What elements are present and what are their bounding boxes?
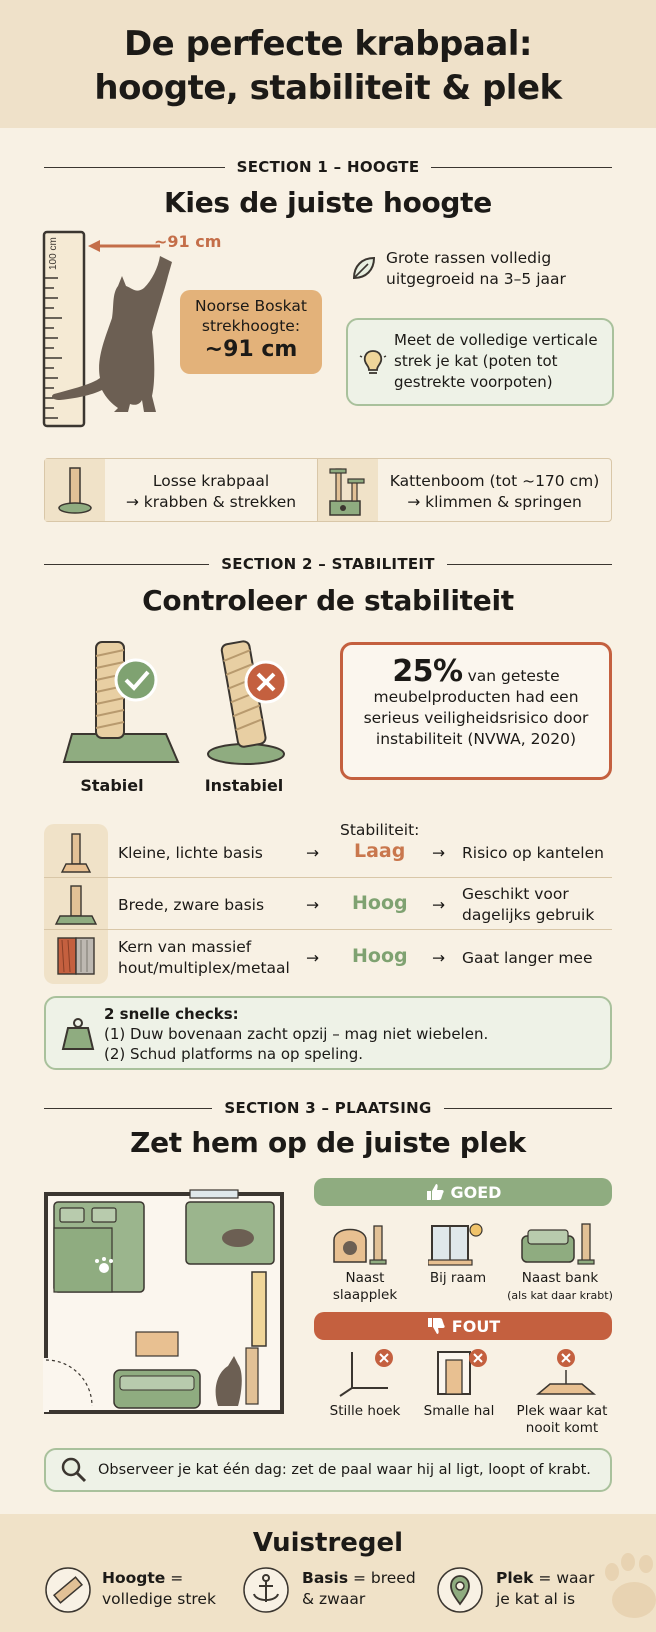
rule-place-eq: = waar	[533, 1569, 595, 1587]
wide-base-icon	[54, 882, 98, 926]
bad-item-3-line1: Plek waar kat	[516, 1403, 608, 1419]
breed-stretch-label: strekhoogte:	[201, 317, 301, 335]
scratch-post-icon	[55, 464, 95, 516]
sofa-post-icon	[520, 1222, 598, 1268]
section2-label: SECTION 2 – STABILITEIT	[221, 555, 435, 573]
row2-arrow2: →	[432, 896, 445, 914]
good-label: GOED	[450, 1182, 502, 1202]
bad-item-3	[512, 1403, 612, 1437]
row3-arrow2: →	[432, 949, 445, 967]
tip-measure-text	[394, 330, 598, 393]
section2-header	[44, 554, 612, 574]
option-post	[105, 459, 317, 521]
location-pin-icon	[436, 1566, 484, 1614]
bad-item-3-line2: nooit komt	[525, 1420, 599, 1436]
bad-item-1: Stille hoek	[329, 1403, 401, 1419]
solid-core-icon	[56, 936, 96, 976]
unused-spot-icon	[528, 1346, 604, 1400]
option-tree	[378, 459, 611, 521]
row2-level: Hoog	[352, 892, 408, 914]
breed-callout	[180, 290, 322, 374]
good-item-1-line2: slaapplek	[332, 1287, 398, 1303]
check-2: (2) Schud platforms na op speling.	[104, 1045, 364, 1063]
rule-place-line2: je kat al is	[496, 1590, 576, 1608]
row1-arrow: →	[306, 844, 319, 862]
tip-measure-card	[346, 318, 614, 406]
stat-text4: instabiliteit (NVWA, 2020)	[375, 730, 577, 748]
stat-value: 25%	[392, 654, 463, 689]
rule-base-eq: = breed	[348, 1569, 416, 1587]
section3-title: Zet hem op de juiste plek	[130, 1126, 526, 1159]
rule-base-key: Basis	[302, 1569, 349, 1587]
option-post-line2: → krabben & strekken	[125, 493, 297, 511]
stability-header: Stabiliteit:	[340, 821, 420, 839]
row3-desc-line1: Kern van massief	[118, 938, 252, 956]
thumbs-up-icon	[425, 1182, 445, 1202]
row3-level: Hoog	[352, 945, 408, 967]
window-icon	[428, 1218, 488, 1266]
tip-measure-line2: strek je kat (poten tot	[394, 352, 558, 370]
breed-name: Noorse Boskat	[195, 297, 307, 315]
arrow-label: ~91 cm	[154, 232, 222, 251]
good-banner	[314, 1178, 612, 1206]
rule-height	[102, 1568, 216, 1610]
page-header	[0, 0, 656, 128]
tip-growth-line2: uitgegroeid na 3–5 jaar	[386, 270, 566, 288]
row1-level: Laag	[354, 840, 406, 862]
observe-tip	[44, 1448, 612, 1492]
row3-desc-line2: hout/multiplex/metaal	[118, 959, 290, 977]
lightbulb-icon	[358, 346, 388, 378]
good-item-3-line1: Naast bank	[521, 1270, 599, 1286]
leaf-icon	[350, 254, 378, 282]
row1-desc: Kleine, lichte basis	[118, 844, 263, 862]
magnifier-icon	[60, 1456, 88, 1484]
quick-checks-card	[44, 996, 612, 1070]
rule-height-key: Hoogte	[102, 1569, 166, 1587]
stat-text3: serieus veiligheidsrisico door	[363, 709, 589, 727]
tip-growth-line1: Grote rassen volledig	[386, 249, 552, 267]
room-floorplan	[42, 1188, 288, 1416]
stability-comparison	[60, 636, 300, 770]
post-options	[44, 458, 612, 522]
good-item-1-line1: Naast	[345, 1270, 385, 1286]
good-item-3-line2: (als kat daar krabt)	[507, 1289, 613, 1302]
row2-result	[462, 884, 594, 926]
small-base-icon	[56, 830, 96, 874]
row2-desc: Brede, zware basis	[118, 896, 265, 914]
anchor-icon	[242, 1566, 290, 1614]
bad-label: FOUT	[451, 1316, 501, 1336]
page-title-line1: De perfecte krabpaal:	[123, 24, 533, 64]
weight-icon	[60, 1016, 96, 1052]
option-tree-line1: Kattenboom (tot ~170 cm)	[389, 472, 600, 490]
check-icon	[116, 660, 156, 700]
rule-height-line2: volledige strek	[102, 1590, 216, 1608]
tip-measure-line1: Meet de volledige verticale	[394, 331, 598, 349]
stable-label: Stabiel	[80, 776, 144, 795]
page-title-line2: hoogte, stabiliteit & plek	[94, 68, 562, 108]
good-item-2: Bij raam	[429, 1270, 487, 1286]
observe-text: Observeer je kat één dag: zet de paal waar hij al ligt, loopt of krabt.	[98, 1462, 591, 1478]
checks-title: 2 snelle checks:	[104, 1005, 239, 1023]
row1-arrow2: →	[432, 844, 445, 862]
good-item-3	[504, 1270, 616, 1304]
stat-callout	[340, 642, 612, 780]
stat-text2: meubelproducten had een	[373, 688, 579, 706]
stat-text1: van geteste	[467, 667, 560, 685]
option-post-line1: Losse krabpaal	[152, 472, 270, 490]
check-1: (1) Duw bovenaan zacht opzij – mag niet wiebelen.	[104, 1025, 489, 1043]
tip-measure-line3: gestrekte voorpoten)	[394, 373, 553, 391]
ruler-label: 100 cm	[48, 237, 59, 270]
section3-label: SECTION 3 – PLAATSING	[224, 1099, 432, 1117]
bad-banner	[314, 1312, 612, 1340]
row2-result-line1: Geschikt voor	[462, 885, 569, 903]
ruler-icon	[44, 1566, 92, 1614]
row3-arrow: →	[306, 949, 319, 967]
row2-result-line2: dagelijks gebruik	[462, 906, 595, 924]
section1-title: Kies de juiste hoogte	[164, 186, 492, 219]
breed-stretch-value: ~91 cm	[204, 337, 298, 362]
rule-base	[302, 1568, 416, 1610]
corner-icon	[338, 1346, 398, 1400]
tip-growth	[386, 248, 566, 290]
thumbs-down-icon	[426, 1316, 446, 1336]
rule-place-key: Plek	[496, 1569, 534, 1587]
section1-header	[44, 157, 612, 177]
row1-result: Risico op kantelen	[462, 844, 604, 862]
bad-item-2: Smalle hal	[423, 1403, 495, 1419]
section3-header	[44, 1098, 612, 1118]
unstable-label: Instabiel	[204, 776, 284, 795]
narrow-hall-icon	[434, 1346, 494, 1400]
rule-base-line2: & zwaar	[302, 1590, 366, 1608]
row3-desc	[118, 937, 290, 979]
cat-tree-icon	[326, 463, 370, 517]
good-item-1	[324, 1270, 406, 1304]
rule-place	[496, 1568, 594, 1610]
rule-title: Vuistregel	[252, 1528, 404, 1558]
rule-height-eq: =	[165, 1569, 184, 1587]
row2-arrow: →	[306, 896, 319, 914]
section1-label: SECTION 1 – HOOGTE	[236, 158, 420, 176]
bed-post-icon	[330, 1222, 394, 1268]
option-tree-line2: → klimmen & springen	[407, 493, 582, 511]
row3-result: Gaat langer mee	[462, 949, 593, 967]
section2-title: Controleer de stabiliteit	[142, 584, 514, 617]
